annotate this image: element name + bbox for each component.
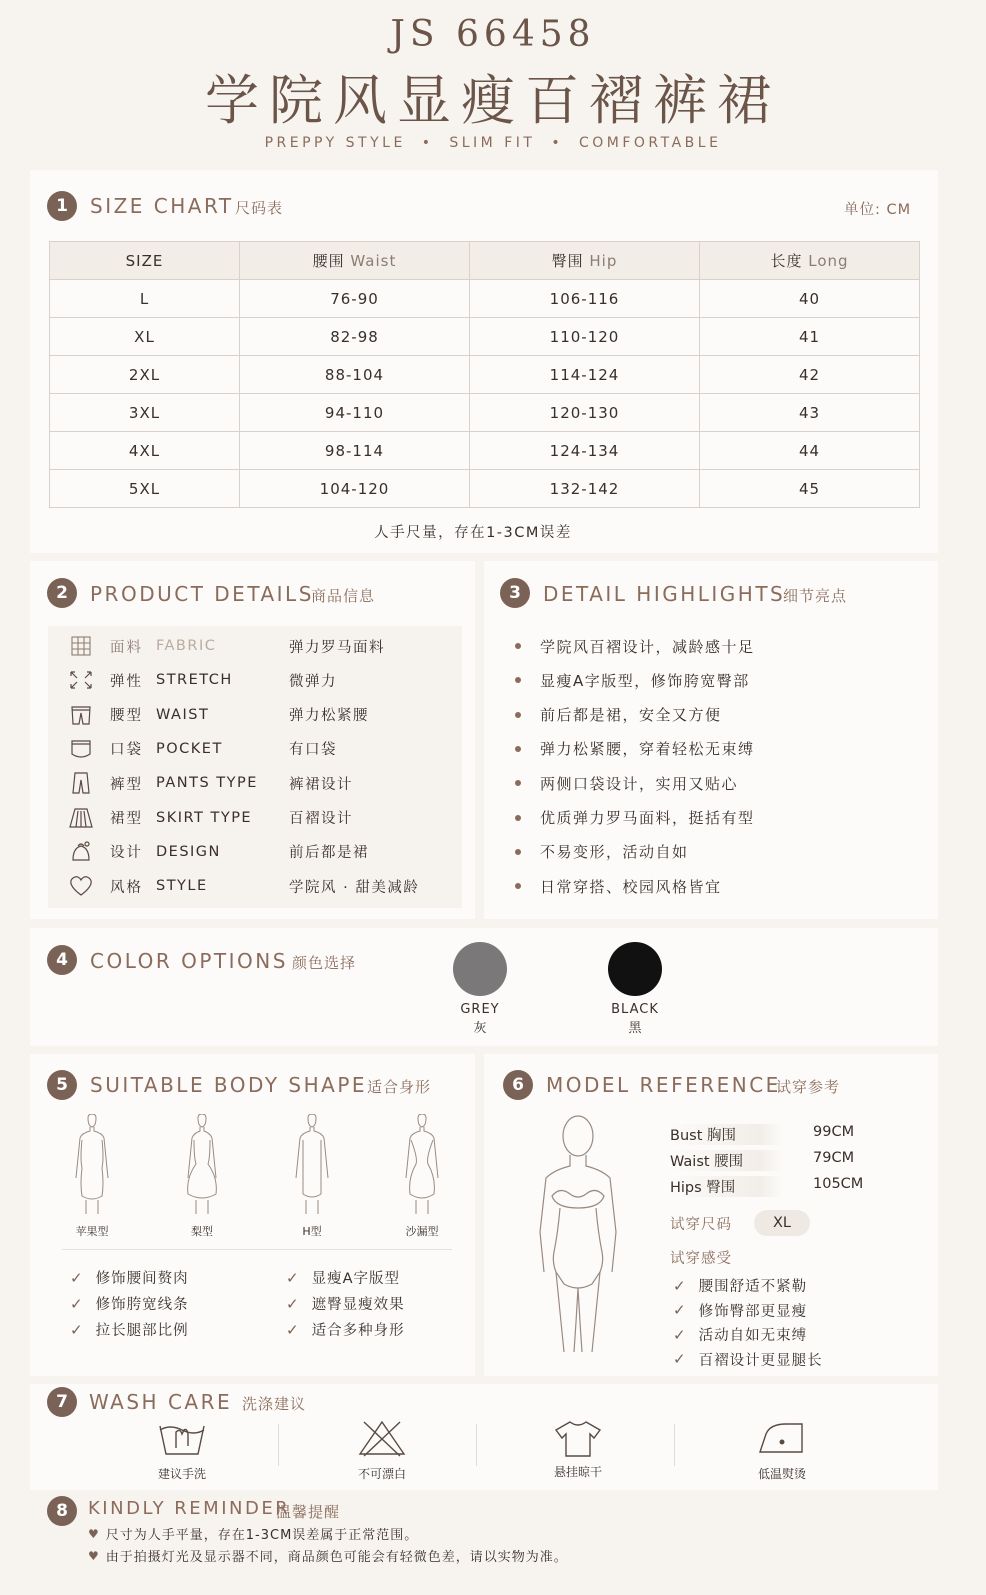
bullet-dot bbox=[515, 643, 521, 649]
check-icon: ✓ bbox=[286, 1294, 300, 1313]
detail-value: 学院风 · 甜美减龄 bbox=[289, 879, 420, 896]
bullet-dot bbox=[515, 746, 521, 752]
table-cell: 2XL bbox=[50, 356, 240, 394]
detail-value: 微弹力 bbox=[289, 673, 337, 690]
detail-row bbox=[66, 732, 337, 766]
table-cell: 76-90 bbox=[240, 280, 470, 318]
reminder-line: ♥ 由于拍摄灯光及显示器不同，商品颜色可能会有轻微色差，请以实物为准。 bbox=[88, 1548, 568, 1565]
detail-label-en: FABRIC bbox=[156, 638, 217, 654]
table-cell: 41 bbox=[700, 318, 920, 356]
check-icon: ✓ bbox=[70, 1268, 84, 1287]
body-type-item bbox=[172, 1114, 232, 1239]
detail-label-cn: 弹性 bbox=[110, 673, 143, 690]
heart-icon bbox=[66, 873, 96, 899]
detail-label-en: PANTS TYPE bbox=[156, 775, 258, 792]
no-bleach-icon bbox=[356, 1418, 408, 1458]
section-title-en: SIZE CHART bbox=[90, 194, 234, 218]
highlight-item: 弹力松紧腰，穿着轻松无束缚 bbox=[513, 732, 755, 766]
try-feel-label: 试穿感受 bbox=[670, 1251, 732, 1267]
section-number: 2 bbox=[47, 578, 77, 608]
detail-label-cn: 裤型 bbox=[110, 776, 143, 793]
measure-label: Hips 臀围 bbox=[670, 1176, 782, 1197]
detail-label-cn: 裙型 bbox=[110, 811, 143, 827]
check-icon: ✓ bbox=[673, 1325, 687, 1344]
section-title-cn: 洗涤建议 bbox=[242, 1395, 307, 1413]
section-number: 5 bbox=[47, 1070, 77, 1100]
table-cell: 40 bbox=[700, 280, 920, 318]
heart-bullet-icon: ♥ bbox=[88, 1548, 100, 1563]
wash-item bbox=[322, 1418, 442, 1482]
table-cell: 98-114 bbox=[240, 432, 470, 470]
bullet-dot bbox=[515, 712, 521, 718]
stretch-icon bbox=[66, 667, 96, 693]
section-title-cn: 试穿参考 bbox=[776, 1078, 841, 1096]
detail-value: 弹力松紧腰 bbox=[289, 708, 369, 725]
size-note: 人手尺量，存在1-3CM误差 bbox=[374, 525, 572, 541]
column-header: 长度 Long bbox=[700, 242, 920, 280]
check-item: ✓ 活动自如无束缚 bbox=[673, 1325, 808, 1344]
highlight-item: 优质弹力罗马面料，挺括有型 bbox=[513, 801, 755, 835]
body-type-label: H型 bbox=[302, 1225, 322, 1238]
table-cell: 5XL bbox=[50, 470, 240, 508]
check-icon: ✓ bbox=[286, 1320, 300, 1339]
body-figure-icon bbox=[178, 1114, 226, 1216]
measure-value: 99CM bbox=[813, 1124, 855, 1140]
wash-label: 不可漂白 bbox=[357, 1467, 406, 1481]
table-cell: 88-104 bbox=[240, 356, 470, 394]
detail-row bbox=[66, 869, 419, 903]
measure-value: 105CM bbox=[813, 1176, 864, 1192]
fabric-icon bbox=[66, 633, 96, 659]
low-iron-icon bbox=[756, 1418, 808, 1458]
try-size-label: 试穿尺码 bbox=[670, 1217, 732, 1233]
section-number: 6 bbox=[503, 1070, 533, 1100]
check-icon: ✓ bbox=[286, 1268, 300, 1287]
body-figure-icon bbox=[288, 1114, 336, 1216]
table-cell: 45 bbox=[700, 470, 920, 508]
table-cell: 82-98 bbox=[240, 318, 470, 356]
check-item: ✓ 拉长腿部比例 bbox=[70, 1320, 189, 1339]
table-cell: 120-130 bbox=[470, 394, 700, 432]
reminder-line: ♥ 尺寸为人手平量，存在1-3CM误差属于正常范围。 bbox=[88, 1526, 419, 1543]
highlight-item: 显瘦A字版型，修饰胯宽臀部 bbox=[513, 663, 750, 697]
table-cell: 4XL bbox=[50, 432, 240, 470]
detail-row bbox=[66, 801, 353, 835]
try-size-value: XL bbox=[754, 1210, 810, 1236]
detail-row bbox=[66, 629, 385, 663]
detail-label-cn: 面料 bbox=[110, 639, 143, 656]
bullet-dot bbox=[515, 780, 521, 786]
section-title-cn: 商品信息 bbox=[311, 587, 376, 605]
check-item: ✓ 修饰臀部更显瘦 bbox=[673, 1301, 808, 1320]
pants-icon bbox=[66, 770, 96, 796]
color-label-cn: 灰 bbox=[473, 1021, 487, 1036]
table-row bbox=[50, 394, 920, 432]
detail-label-cn: 设计 bbox=[110, 845, 143, 862]
pocket-icon bbox=[66, 736, 96, 762]
section-title-en: MODEL REFERENCE bbox=[546, 1073, 781, 1097]
table-row bbox=[50, 356, 920, 394]
table-cell: 42 bbox=[700, 356, 920, 394]
product-title: 学院风显瘦百褶裤裙 bbox=[205, 69, 781, 132]
detail-label-en: STRETCH bbox=[156, 672, 233, 689]
section-title-en: KINDLY REMINDER bbox=[88, 1498, 291, 1519]
section-number: 7 bbox=[47, 1387, 77, 1417]
measure-row bbox=[670, 1176, 863, 1197]
color-label-en: BLACK bbox=[611, 1002, 659, 1017]
body-figure-icon bbox=[68, 1114, 116, 1216]
section-title-en: DETAIL HIGHLIGHTS bbox=[543, 582, 786, 606]
highlight-item: 日常穿搭、校园风格皆宜 bbox=[513, 869, 722, 903]
product-subtitle: PREPPY STYLE • SLIM FIT • COMFORTABLE bbox=[264, 135, 722, 151]
detail-value: 弹力罗马面料 bbox=[289, 639, 385, 656]
check-icon: ✓ bbox=[673, 1301, 687, 1319]
detail-label-cn: 口袋 bbox=[110, 742, 143, 759]
detail-value: 有口袋 bbox=[289, 742, 337, 759]
bullet-dot bbox=[515, 883, 521, 889]
detail-label-en: POCKET bbox=[156, 740, 223, 757]
wash-label: 低温熨烫 bbox=[757, 1467, 806, 1481]
check-icon: ✓ bbox=[673, 1350, 687, 1368]
size-table bbox=[49, 241, 920, 508]
detail-label-en: DESIGN bbox=[156, 843, 221, 860]
check-item: ✓ 修饰胯宽线条 bbox=[70, 1294, 189, 1313]
model-figure-icon bbox=[530, 1112, 626, 1360]
bullet-dot bbox=[515, 815, 521, 821]
highlight-item: 两侧口袋设计，实用又贴心 bbox=[513, 766, 738, 800]
section-title-cn: 颜色选择 bbox=[292, 954, 357, 972]
detail-row bbox=[66, 766, 353, 800]
wash-item bbox=[722, 1418, 842, 1482]
column-header: 腰围 Waist bbox=[240, 242, 470, 280]
section-number: 1 bbox=[47, 191, 77, 221]
section-number: 4 bbox=[47, 945, 77, 975]
highlight-item: 前后都是裙，安全又方便 bbox=[513, 698, 722, 732]
table-cell: XL bbox=[50, 318, 240, 356]
check-item: ✓ 腰围舒适不紧勒 bbox=[673, 1276, 808, 1295]
section-title-en: WASH CARE bbox=[89, 1390, 233, 1414]
check-icon: ✓ bbox=[70, 1294, 84, 1313]
table-cell: 132-142 bbox=[470, 470, 700, 508]
table-cell: 43 bbox=[700, 394, 920, 432]
product-code: JS 66458 bbox=[390, 14, 596, 55]
color-dot bbox=[608, 942, 662, 996]
bullet-dot bbox=[515, 849, 521, 855]
table-cell: 114-124 bbox=[470, 356, 700, 394]
bullet-dot bbox=[515, 677, 521, 683]
color-label-cn: 黑 bbox=[628, 1021, 642, 1036]
detail-row bbox=[66, 835, 369, 869]
table-row bbox=[50, 280, 920, 318]
table-row bbox=[50, 470, 920, 508]
check-item: ✓ 遮臀显瘦效果 bbox=[286, 1294, 405, 1313]
check-item: ✓ 百褶设计更显腿长 bbox=[673, 1350, 823, 1369]
measure-value: 79CM bbox=[813, 1150, 855, 1166]
color-dot bbox=[453, 942, 507, 996]
detail-value: 裤裙设计 bbox=[289, 776, 353, 793]
hand-wash-icon bbox=[156, 1418, 208, 1458]
highlight-item: 不易变形，活动自如 bbox=[513, 835, 689, 869]
measure-label: Bust 胸围 bbox=[670, 1124, 782, 1145]
wash-item bbox=[122, 1418, 242, 1482]
hang-dry-icon bbox=[552, 1418, 604, 1458]
heart-bullet-icon: ♥ bbox=[88, 1526, 100, 1541]
body-type-label: 苹果型 bbox=[75, 1225, 109, 1238]
body-type-label: 梨型 bbox=[191, 1225, 213, 1238]
wash-item bbox=[518, 1418, 638, 1480]
section-title-cn: 细节亮点 bbox=[783, 587, 848, 605]
table-cell: 106-116 bbox=[470, 280, 700, 318]
highlight-item: 学院风百褶设计，减龄感十足 bbox=[513, 629, 755, 663]
detail-value: 百褶设计 bbox=[289, 811, 353, 827]
body-figure-icon bbox=[398, 1114, 446, 1216]
section-title-cn: 温馨提醒 bbox=[276, 1503, 341, 1521]
body-type-item bbox=[62, 1114, 122, 1239]
column-header: 臀围 Hip bbox=[470, 242, 700, 280]
table-row bbox=[50, 432, 920, 470]
detail-label-cn: 风格 bbox=[110, 879, 143, 896]
table-cell: L bbox=[50, 280, 240, 318]
section-number: 3 bbox=[500, 578, 530, 608]
measure-label: Waist 腰围 bbox=[670, 1150, 782, 1171]
color-swatch-black[interactable] bbox=[607, 942, 663, 1036]
table-cell: 104-120 bbox=[240, 470, 470, 508]
detail-label-en: SKIRT TYPE bbox=[156, 809, 253, 826]
column-header: SIZE bbox=[50, 242, 240, 280]
section-title-cn: 尺码表 bbox=[235, 199, 284, 217]
color-label-en: GREY bbox=[460, 1002, 500, 1017]
check-icon: ✓ bbox=[70, 1320, 84, 1339]
measure-row bbox=[670, 1124, 854, 1145]
detail-row bbox=[66, 698, 369, 732]
check-icon: ✓ bbox=[673, 1276, 687, 1295]
detail-row bbox=[66, 663, 337, 697]
skirt-icon bbox=[66, 805, 96, 831]
body-type-item bbox=[392, 1114, 452, 1239]
table-row bbox=[50, 318, 920, 356]
detail-label-en: STYLE bbox=[156, 878, 208, 895]
check-item: ✓ 适合多种身形 bbox=[286, 1320, 405, 1339]
section-number: 8 bbox=[47, 1496, 77, 1526]
waist-icon bbox=[66, 702, 96, 728]
table-cell: 94-110 bbox=[240, 394, 470, 432]
color-swatch-grey[interactable] bbox=[452, 942, 508, 1036]
section-title-en: COLOR OPTIONS bbox=[90, 949, 288, 973]
body-type-label: 沙漏型 bbox=[405, 1225, 439, 1238]
table-cell: 44 bbox=[700, 432, 920, 470]
section-title-cn: 适合身形 bbox=[367, 1078, 432, 1096]
table-cell: 3XL bbox=[50, 394, 240, 432]
unit-label: 单位: CM bbox=[844, 202, 912, 218]
detail-value: 前后都是裙 bbox=[289, 845, 369, 862]
detail-label-en: WAIST bbox=[156, 706, 210, 723]
wash-label: 悬挂晾干 bbox=[553, 1465, 602, 1479]
table-cell: 110-120 bbox=[470, 318, 700, 356]
wash-label: 建议手洗 bbox=[157, 1467, 206, 1481]
check-item: ✓ 显瘦A字版型 bbox=[286, 1268, 400, 1287]
table-cell: 124-134 bbox=[470, 432, 700, 470]
detail-label-cn: 腰型 bbox=[110, 708, 143, 725]
section-title-en: PRODUCT DETAILS bbox=[90, 582, 314, 606]
design-icon bbox=[66, 839, 96, 865]
body-type-item bbox=[282, 1114, 342, 1239]
measure-row bbox=[670, 1150, 854, 1171]
section-title-en: SUITABLE BODY SHAPE bbox=[90, 1073, 368, 1097]
check-item: ✓ 修饰腰间赘肉 bbox=[70, 1268, 189, 1287]
